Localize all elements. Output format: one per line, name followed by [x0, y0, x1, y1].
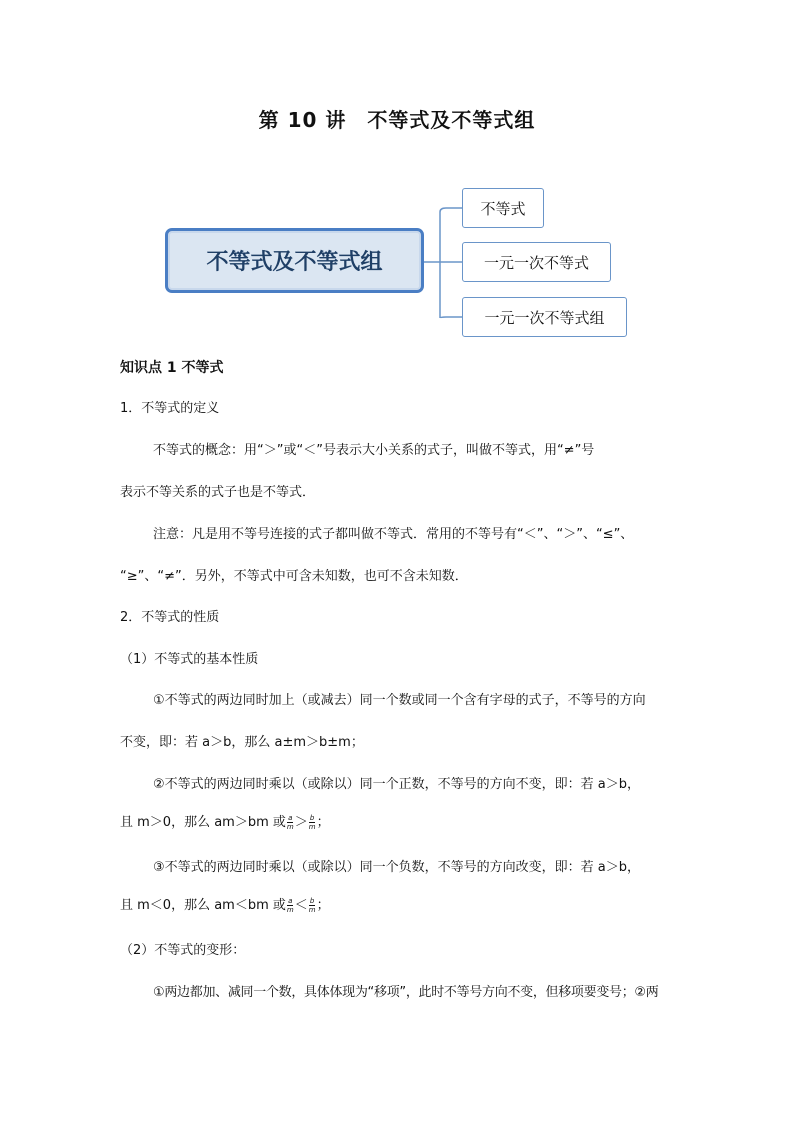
rule-2-text: 且 m＞0，那么 am＞bm 或: [120, 815, 286, 830]
definition-heading: 1．不等式的定义: [120, 401, 220, 416]
fraction-numerator: a: [288, 897, 293, 905]
rule-3-line-1: ③不等式的两边同时乘以（或除以）同一个负数，不等号的方向改变，即：若 a＞b，: [153, 860, 641, 875]
properties-subheading-2: （2）不等式的变形：: [120, 943, 246, 958]
definition-paragraph-1-line-1: 不等式的概念：用“＞”或“＜”号表示大小关系的式子，叫做不等式，用“≠”号: [153, 443, 595, 458]
rule-3-end: ；: [316, 898, 330, 913]
fraction-numerator: a: [288, 814, 293, 822]
fraction-denominator: m: [286, 906, 294, 914]
fraction-denominator: m: [286, 823, 294, 831]
fraction-a-over-m: [287, 814, 294, 831]
fraction-numerator: b: [309, 897, 315, 905]
mind-map: [0, 0, 794, 360]
mind-map-branch-linear-inequality-system: 一元一次不等式组: [462, 297, 627, 337]
fraction-a-over-m: [287, 897, 294, 914]
definition-paragraph-2-line-1: 注意：凡是用不等号连接的式子都叫做不等式．常用的不等号有“＜”、“＞”、“≤”、: [153, 527, 634, 542]
definition-paragraph-1-line-2: 表示不等关系的式子也是不等式．: [120, 485, 316, 500]
fraction-numerator: b: [309, 814, 315, 822]
properties-subheading-1: （1）不等式的基本性质: [120, 652, 259, 667]
fraction-denominator: m: [308, 823, 316, 831]
section-heading: 知识点 1 不等式: [120, 360, 224, 376]
page-title: 第 10 讲 不等式及不等式组: [258, 108, 536, 132]
fraction-b-over-m: [309, 814, 316, 831]
rule-1-line-1: ①不等式的两边同时加上（或减去）同一个数或同一个含有字母的式子，不等号的方向: [153, 693, 646, 708]
definition-paragraph-2-line-2: “≥”、“≠”．另外，不等式中可含未知数，也可不含未知数．: [120, 569, 468, 584]
rule-3-operator: ＜: [294, 898, 308, 913]
rule-3-line-2: [120, 897, 330, 915]
mind-map-connectors: [0, 0, 794, 360]
mind-map-branch-linear-inequality: 一元一次不等式: [462, 242, 611, 282]
rule-1-line-2: 不变，即：若 a＞b，那么 a±m＞b±m；: [120, 735, 364, 750]
rule-3-text: 且 m＜0，那么 am＜bm 或: [120, 898, 286, 913]
rule-2-end: ；: [316, 815, 330, 830]
mind-map-branch-inequality: 不等式: [462, 188, 544, 228]
fraction-denominator: m: [308, 906, 316, 914]
transformation-line-1: ①两边都加、减同一个数，具体体现为“移项”，此时不等号方向不变，但移项要变号；②两: [153, 985, 659, 1000]
rule-2-operator: ＞: [294, 815, 308, 830]
fraction-b-over-m: [309, 897, 316, 914]
rule-2-line-1: ②不等式的两边同时乘以（或除以）同一个正数，不等号的方向不变，即：若 a＞b，: [153, 777, 641, 792]
rule-2-line-2: [120, 814, 330, 832]
mind-map-root: 不等式及不等式组: [165, 228, 424, 293]
properties-heading: 2．不等式的性质: [120, 610, 220, 625]
